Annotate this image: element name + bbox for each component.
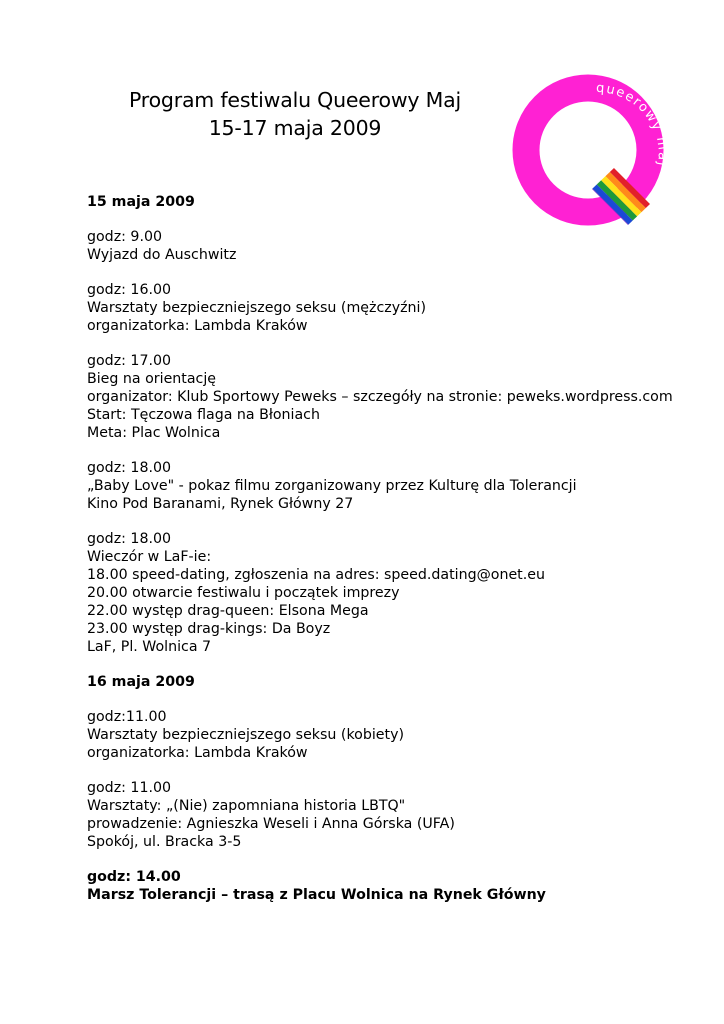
event-title: Marsz Tolerancji – trasą z Placu Wolnica na Rynek Główny — [87, 887, 546, 903]
event-detail: Kino Pod Baranami, Rynek Główny 27 — [87, 496, 354, 512]
event-title: Warsztaty bezpieczniejszego seksu (kobiety) — [87, 727, 405, 743]
event-detail: 20.00 otwarcie festiwalu i początek imprezy — [87, 585, 400, 601]
event-time: godz: 18.00 — [87, 531, 172, 547]
event-detail: organizatorka: Lambda Kraków — [87, 745, 308, 761]
event-detail: Meta: Plac Wolnica — [87, 425, 221, 441]
event-title: Warsztaty: „(Nie) zapomniana historia LBTQ" — [87, 798, 406, 814]
event-time: godz: 16.00 — [87, 282, 172, 298]
event-time: godz: 14.00 — [87, 869, 181, 885]
document-title — [0, 86, 590, 142]
event-detail: Start: Tęczowa flaga na Błoniach — [87, 407, 320, 423]
event-block — [87, 228, 707, 264]
title-line-dates: 15-17 maja 2009 — [208, 116, 382, 140]
program-content — [87, 193, 707, 904]
title-line-festival: Program festiwalu Queerowy Maj — [128, 88, 462, 112]
event-block — [87, 281, 707, 335]
event-block — [87, 708, 707, 762]
event-detail: organizatorka: Lambda Kraków — [87, 318, 308, 334]
event-time: godz: 18.00 — [87, 460, 172, 476]
event-detail: 18.00 speed-dating, zgłoszenia na adres: speed.dating@onet.eu — [87, 567, 545, 583]
event-detail: organizator: Klub Sportowy Peweks – szczegóły na stronie: peweks.wordpress.com — [87, 389, 673, 405]
event-block — [87, 352, 707, 442]
event-block — [87, 459, 707, 513]
event-title: Wieczór w LaF-ie: — [87, 549, 212, 565]
event-time: godz: 11.00 — [87, 780, 172, 796]
event-title: Bieg na orientację — [87, 371, 217, 387]
event-detail: LaF, Pl. Wolnica 7 — [87, 639, 212, 655]
event-time: godz: 9.00 — [87, 229, 163, 245]
event-title: Warsztaty bezpieczniejszego seksu (mężczyźni) — [87, 300, 427, 316]
day-heading-15: 15 maja 2009 — [87, 194, 195, 210]
event-block — [87, 779, 707, 851]
event-time: godz: 17.00 — [87, 353, 172, 369]
event-detail: Spokój, ul. Bracka 3-5 — [87, 834, 242, 850]
day-heading-16: 16 maja 2009 — [87, 674, 195, 690]
event-detail: prowadzenie: Agnieszka Weseli i Anna Górska (UFA) — [87, 816, 455, 832]
event-detail: 23.00 występ drag-kings: Da Boyz — [87, 621, 331, 637]
event-title: Wyjazd do Auschwitz — [87, 247, 237, 263]
logo-text-path: queerowy maj — [595, 80, 670, 169]
event-block — [87, 530, 707, 656]
event-detail: 22.00 występ drag-queen: Elsona Mega — [87, 603, 369, 619]
event-block-highlight — [87, 868, 707, 904]
event-time: godz:11.00 — [87, 709, 167, 725]
event-title: „Baby Love" - pokaz filmu zorganizowany przez Kulturę dla Tolerancji — [87, 478, 577, 494]
